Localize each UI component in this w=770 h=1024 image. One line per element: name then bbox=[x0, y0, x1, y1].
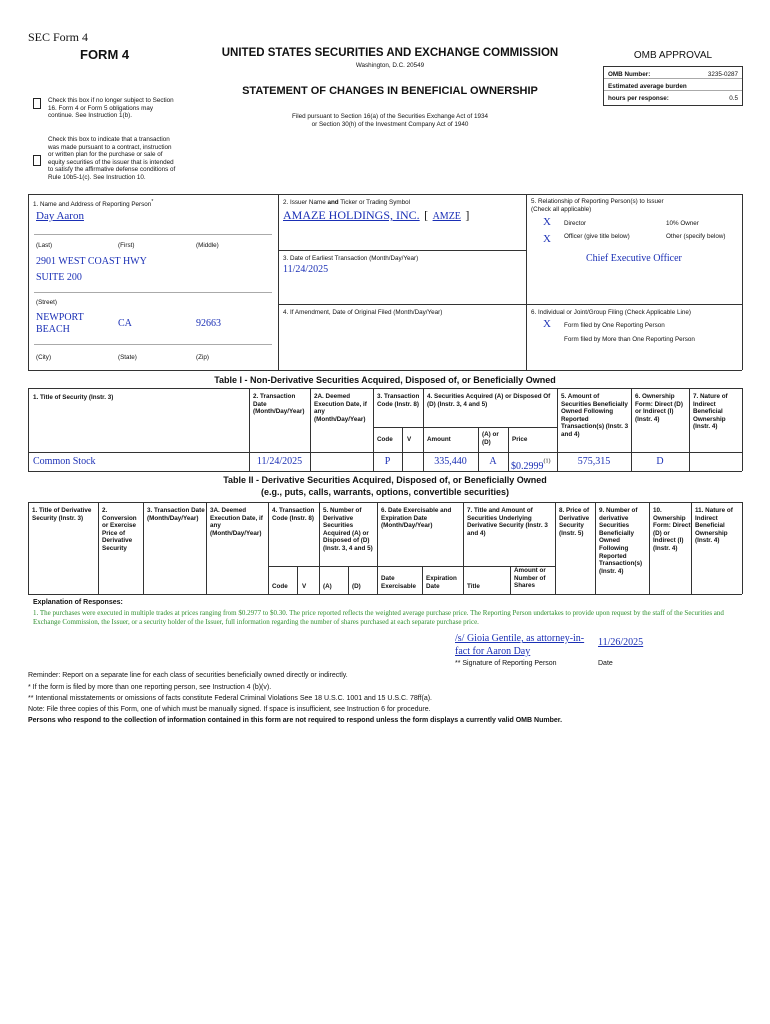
t1-sub-price: Price bbox=[512, 436, 528, 443]
omb-hours-value: 0.5 bbox=[729, 95, 738, 102]
issuer-name: AMAZE HOLDINGS, INC. bbox=[283, 208, 420, 222]
more-persons-label: Form filed by More than One Reporting Person bbox=[564, 336, 695, 343]
t1-col-nature: 7. Nature of Indirect Beneficial Ownership (Instr. 4) bbox=[693, 393, 728, 431]
rule-10b5-1-checkbox[interactable] bbox=[33, 155, 41, 166]
t1-row-price-cell bbox=[511, 456, 551, 474]
reporting-person-name: Day Aaron bbox=[36, 210, 84, 222]
t2-col-owned: 9. Number of derivative Securities Beneficially Owned Following Reported Transaction(s) (Instr. 4) bbox=[599, 507, 643, 575]
middle-label: (Middle) bbox=[196, 242, 219, 249]
t1-row-aord: A bbox=[489, 456, 497, 467]
signature-label: ** Signature of Reporting Person bbox=[455, 660, 557, 667]
form-number: FORM 4 bbox=[80, 47, 130, 62]
street-label: (Street) bbox=[36, 299, 57, 306]
street-line-2: SUITE 200 bbox=[36, 272, 82, 283]
other-label: Other (specify below) bbox=[666, 233, 726, 240]
officer-title: Chief Executive Officer bbox=[586, 253, 682, 264]
omb-number-value: 3235-0287 bbox=[707, 71, 738, 78]
explanation-label: Explanation of Responses: bbox=[33, 599, 123, 606]
t1-row-owned: 575,315 bbox=[577, 456, 611, 467]
rule-10b5-1-text: Check this box to indicate that a transaction was made pursuant to a contract, instruction or written plan for the purchase or sale of equity securities of the issuer that is intended to satisfy the affirmative defense conditions of Rule 10b5-1(c). See Instruction 10. bbox=[48, 136, 176, 181]
city-label: (City) bbox=[36, 354, 52, 361]
state-label: (State) bbox=[118, 354, 137, 361]
one-person-mark[interactable]: X bbox=[543, 318, 551, 330]
t2-sub-date-exercisable: Date Exercisable bbox=[381, 575, 417, 590]
box5-label-1: 5. Relationship of Reporting Person(s) to Issuer bbox=[531, 198, 664, 205]
earliest-transaction-date: 11/24/2025 bbox=[283, 264, 329, 275]
box1-label: 1. Name and Address of Reporting Person* bbox=[33, 199, 154, 209]
t2-col-deemed: 3A. Deemed Execution Date, if any (Month/Day/Year) bbox=[210, 507, 263, 537]
t2-col-form: 10. Ownership Form: Direct (D) or Indirect (I) (Instr. 4) bbox=[653, 507, 691, 552]
t2-col-number: 5. Number of Derivative Securities Acquired (A) or Disposed of (D) (Instr. 3, 4 and 5) bbox=[323, 507, 373, 552]
state-value: CA bbox=[118, 318, 132, 329]
no-longer-subject-checkbox[interactable] bbox=[33, 98, 41, 109]
t1-col-date: 2. Transaction Date (Month/Day/Year) bbox=[253, 393, 305, 416]
director-mark[interactable]: X bbox=[543, 216, 551, 228]
t1-col-deemed: 2A. Deemed Execution Date, if any (Month/Day/Year) bbox=[314, 393, 367, 423]
t1-col-form: 6. Ownership Form: Direct (D) or Indirect (I) (Instr. 4) bbox=[635, 393, 683, 423]
t2-sub-title: Title bbox=[467, 583, 480, 590]
ten-percent-owner-label: 10% Owner bbox=[666, 220, 699, 227]
box4-label: 4. If Amendment, Date of Original Filed (Month/Day/Year) bbox=[283, 309, 443, 316]
box3-label: 3. Date of Earliest Transaction (Month/Day/Year) bbox=[283, 255, 419, 262]
zip-value: 92663 bbox=[196, 318, 221, 329]
explanation-note-1: 1. The purchases were executed in multiple trades at prices ranging from $0.2977 to $0.30. The price reported reflects the weighted average purchase price. The Reporting Person undertakes to provide upon request by the staff of the Securities and Exchange Commission, the Issuer, or a security holder of the Issuer, full information regarding the number of shares purchased at each separate purchase price. bbox=[33, 609, 724, 626]
t1-col-owned: 5. Amount of Securities Beneficially Owned Following Reported Transaction(s) (Instr. 3 and 4) bbox=[561, 393, 629, 438]
t2-sub-d: (D) bbox=[352, 583, 361, 590]
omb-number-label: OMB Number: bbox=[608, 71, 651, 78]
t1-row-form: D bbox=[656, 456, 664, 467]
t1-row-title: Common Stock bbox=[33, 456, 96, 467]
zip-label: (Zip) bbox=[196, 354, 209, 361]
t2-sub-expiration: Expiration Date bbox=[426, 575, 457, 590]
t2-col-date: 3. Transaction Date (Month/Day/Year) bbox=[147, 507, 205, 522]
box5-label-2: (Check all applicable) bbox=[531, 206, 592, 213]
signature-date-label: Date bbox=[598, 660, 613, 667]
city-value: NEWPORT BEACH bbox=[36, 312, 84, 335]
t1-sub-aord: (A) or (D) bbox=[482, 431, 499, 446]
t1-sub-amount: Amount bbox=[427, 436, 451, 443]
t1-col-acquired: 4. Securities Acquired (A) or Disposed Of (D) (Instr. 3, 4 and 5) bbox=[427, 393, 551, 408]
t2-col-exercisable: 6. Date Exercisable and Expiration Date (Month/Day/Year) bbox=[381, 507, 452, 530]
footer-line-3: ** Intentional misstatements or omissions of facts constitute Federal Criminal Violations See 18 U.S.C. 1001 and 15 U.S.C. 78ff(a). bbox=[28, 695, 432, 702]
director-label: Director bbox=[564, 220, 587, 227]
box6-label: 6. Individual or Joint/Group Filing (Check Applicable Line) bbox=[531, 309, 691, 316]
omb-approval-title: OMB APPROVAL bbox=[633, 50, 713, 61]
no-longer-subject-text: Check this box if no longer subject to Section 16. Form 4 or Form 5 obligations may continue. See Instruction 1(b). bbox=[48, 97, 174, 120]
omb-box bbox=[603, 66, 743, 106]
t1-row-date: 11/24/2025 bbox=[256, 456, 303, 467]
footer-line-4: Note: File three copies of this Form, one of which must be manually signed. If space is insufficient, see Instruction 6 for procedure. bbox=[28, 706, 431, 713]
t2-col-nature: 11. Nature of Indirect Beneficial Ownership (Instr. 4) bbox=[695, 507, 733, 545]
table1-title: Table I - Non-Derivative Securities Acquired, Disposed of, or Beneficially Owned bbox=[214, 375, 556, 385]
one-person-label: Form filed by One Reporting Person bbox=[564, 322, 665, 329]
first-label: (First) bbox=[118, 242, 135, 249]
last-label: (Last) bbox=[36, 242, 53, 249]
statement-title: STATEMENT OF CHANGES IN BENEFICIAL OWNERSHIP bbox=[242, 85, 538, 97]
t2-sub-code: Code bbox=[272, 583, 288, 590]
t2-col-title: 1. Title of Derivative Security (Instr. 3) bbox=[32, 507, 92, 522]
officer-label: Officer (give title below) bbox=[564, 233, 630, 240]
agency-title: UNITED STATES SECURITIES AND EXCHANGE COMMISSION bbox=[221, 47, 559, 59]
t2-col-underlying: 7. Title and Amount of Securities Underlying Derivative Security (Instr. 3 and 4) bbox=[467, 507, 548, 537]
t1-col-code: 3. Transaction Code (Instr. 8) bbox=[377, 393, 420, 408]
t2-sub-a: (A) bbox=[323, 583, 332, 590]
omb-hours-label: hours per response: bbox=[608, 95, 669, 102]
table2-title-1: Table II - Derivative Securities Acquired, Disposed of, or Beneficially Owned bbox=[223, 475, 547, 485]
footer-line-5: Persons who respond to the collection of information contained in this form are not required to respond unless the form displays a currently valid OMB Number. bbox=[28, 717, 563, 724]
t2-sub-amount: Amount or Number of Shares bbox=[514, 567, 546, 590]
t2-col-conversion: 2. Conversion or Exercise Price of Derivative Security bbox=[102, 507, 137, 552]
t1-sub-v: V bbox=[407, 436, 412, 443]
footer-line-2: * If the form is filed by more than one reporting person, see Instruction 4 (b)(v). bbox=[28, 684, 272, 691]
t1-row-code: P bbox=[384, 456, 391, 467]
street-line-1: 2901 WEST COAST HWY bbox=[36, 256, 147, 267]
footer-line-1: Reminder: Report on a separate line for each class of securities beneficially owned directly or indirectly. bbox=[28, 672, 348, 679]
t2-col-code: 4. Transaction Code (Instr. 8) bbox=[272, 507, 315, 522]
filed-line-1: Filed pursuant to Section 16(a) of the Securities Exchange Act of 1934 bbox=[291, 113, 489, 120]
table2-title-2: (e.g., puts, calls, warrants, options, convertible securities) bbox=[260, 487, 510, 497]
t1-row-price: $0.2999 bbox=[511, 461, 544, 472]
agency-city: Washington, D.C. 20549 bbox=[355, 62, 425, 69]
box2-label: 2. Issuer Name and Ticker or Trading Symbol bbox=[283, 199, 411, 206]
officer-mark[interactable]: X bbox=[543, 233, 551, 245]
signature-value: /s/ Gioia Gentile, as attorney-in-fact for Aaron Day bbox=[455, 633, 585, 657]
t1-row-amount: 335,440 bbox=[434, 456, 467, 467]
issuer-ticker: AMZE bbox=[432, 211, 461, 222]
t1-sub-code: Code bbox=[377, 436, 393, 443]
t2-sub-v: V bbox=[302, 583, 307, 590]
omb-burden-label: Estimated average burden bbox=[608, 83, 687, 90]
t1-col-title: 1. Title of Security (Instr. 3) bbox=[33, 394, 114, 401]
t2-col-price: 8. Price of Derivative Security (Instr. 5) bbox=[559, 507, 590, 537]
signature-date: 11/26/2025 bbox=[598, 637, 644, 648]
sec-form-label: SEC Form 4 bbox=[28, 30, 89, 44]
t1-row-price-note[interactable]: (1) bbox=[543, 458, 551, 465]
issuer-line: AMAZE HOLDINGS, INC. [ AMZE ] bbox=[283, 208, 470, 222]
filed-line-2: or Section 30(h) of the Investment Company Act of 1940 bbox=[311, 121, 469, 128]
